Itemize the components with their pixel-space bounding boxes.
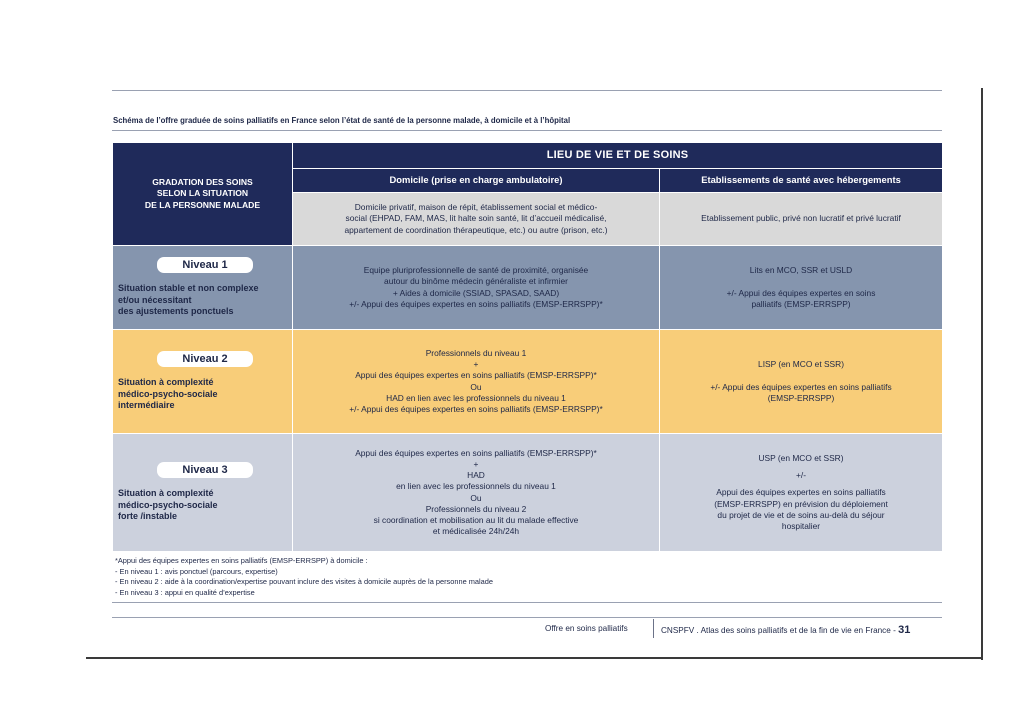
level-row [113, 246, 943, 330]
footnote-line: - En niveau 3 : appui en qualité d’expertise [115, 587, 255, 597]
level-row [113, 434, 943, 552]
level-etablissements-cell: USP (en MCO et SSR) +/- Appui des équipes expertes en soins palliatifs (EMSP-ERRSPP) en prévision du déploiement du projet de vie et de soins au-delà du séjour hospitalier [660, 434, 943, 552]
footnote-line: - En niveau 1 : avis ponctuel (parcours, expertise) [115, 566, 278, 576]
level-etablissements-cell: Lits en MCO, SSR et USLD +/- Appui des équipes expertes en soins palliatifs (EMSP-ERRSPP) [660, 246, 943, 330]
page-edge-right [981, 88, 983, 660]
etablissements-description: Etablissement public, privé non lucratif et privé lucratif [660, 193, 943, 246]
header-lieu: LIEU DE VIE ET DE SOINS [293, 143, 943, 169]
caption-rule [112, 130, 942, 131]
level-domicile-cell: Equipe pluriprofessionnelle de santé de proximité, organisée autour du binôme médecin généraliste et infirmier + Aides à domicile (SSIAD, SPASAD, SAAD) +/- Appui des équipes expertes en soins palliatifs (EMSP-ERRSPP)* [293, 246, 660, 330]
footer-rule [112, 617, 942, 618]
notes-rule [112, 602, 942, 603]
footnotes [115, 556, 493, 599]
figure-caption: Schéma de l’offre graduée de soins palliatifs en France selon l’état de santé de la personne malade, à domicile et à l’hôpital [113, 116, 571, 125]
header-domicile: Domicile (prise en charge ambulatoire) [293, 169, 660, 193]
footer-section-title: Offre en soins palliatifs [545, 624, 628, 633]
top-rule [112, 90, 942, 91]
header-etablissements: Etablissements de santé avec hébergements [660, 169, 943, 193]
level-etablissements-cell: LISP (en MCO et SSR) +/- Appui des équipes expertes en soins palliatifs (EMSP-ERRSPP) [660, 330, 943, 434]
footnote-line: *Appui des équipes expertes en soins palliatifs (EMSP-ERRSPP) à domicile : [115, 556, 368, 565]
level-domicile-cell: Appui des équipes expertes en soins palliatifs (EMSP-ERRSPP)* + HAD en lien avec les professionnels du niveau 1 Ou Professionnels du niveau 2 si coordination et mobilisation au lit du malade effective et médicalisée 24h/24h [293, 434, 660, 552]
level-badge: Niveau 2 [157, 351, 253, 367]
level-row [113, 330, 943, 434]
level-label-cell: Niveau 1 Situation stable et non complexe et/ou nécessitant des ajustements ponctuels [113, 246, 293, 330]
level-badge: Niveau 3 [157, 462, 253, 478]
footer-publication-title: CNSPFV . Atlas des soins palliatifs et de la fin de vie en France - [661, 626, 899, 635]
domicile-description: Domicile privatif, maison de répit, établissement social et médico- social (EHPAD, FAM, MAS, lit halte soin santé, lit d’accueil médicalisé, appartement de coordination thérapeutique, etc.) ou autre (prison, etc.) [293, 193, 660, 246]
care-gradation-table [112, 142, 943, 552]
page-number: 31 [898, 624, 911, 636]
level-badge: Niveau 1 [157, 257, 253, 273]
header-gradation: GRADATION DES SOINS SELON LA SITUATION DE LA PERSONNE MALADE [113, 143, 293, 246]
page-edge-bottom [86, 657, 983, 659]
footnote-line: - En niveau 2 : aide à la coordination/expertise pouvant inclure des visites à domicile auprès de la personne malade [115, 577, 493, 587]
footer-publication [661, 624, 910, 636]
level-label-cell: Niveau 2 Situation à complexité médico-psycho-sociale intermédiaire [113, 330, 293, 434]
footer-divider [653, 619, 654, 638]
level-domicile-cell: Professionnels du niveau 1 + Appui des équipes expertes en soins palliatifs (EMSP-ERRSPP)* Ou HAD en lien avec les professionnels du niveau 1 +/- Appui des équipes expertes en soins palliatifs (EMSP-ERRSPP)* [293, 330, 660, 434]
level-label-cell: Niveau 3 Situation à complexité médico-psycho-sociale forte /instable [113, 434, 293, 552]
